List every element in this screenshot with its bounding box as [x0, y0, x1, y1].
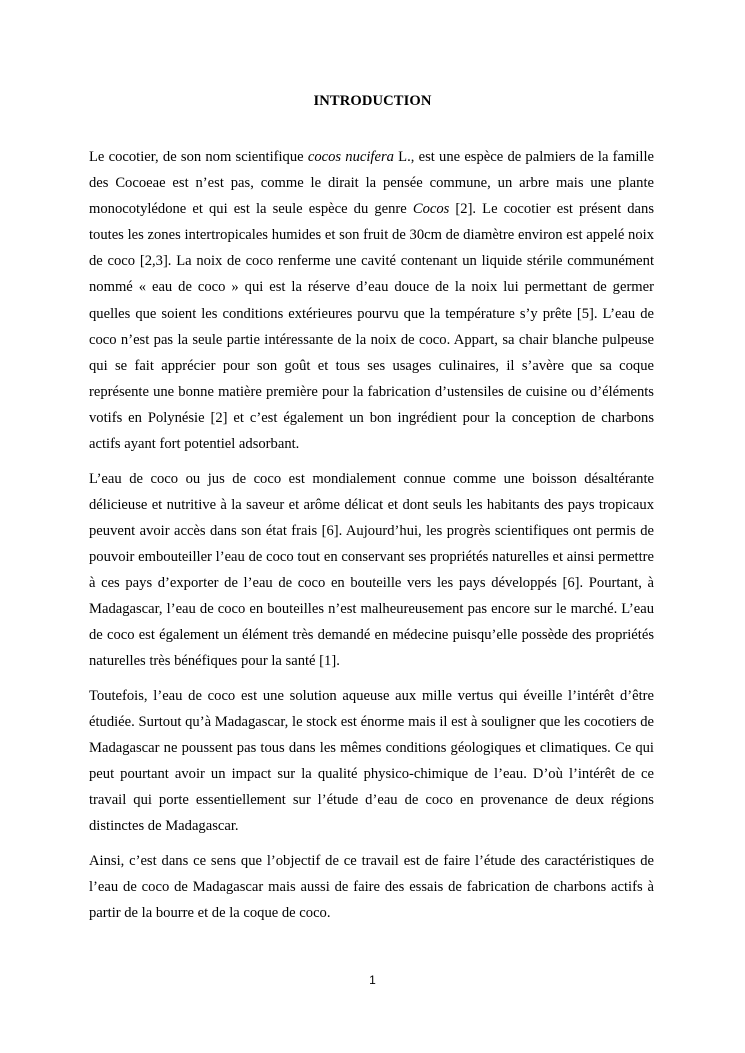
paragraph-1-italic-species: cocos nucifera [307, 149, 394, 165]
paragraph-1-segment: L., est une espèce de palmiers de la famille des Cocoeae est n’est pas, comme le dirait la pensée commune, un arbre mais une plante monocotylédone et qui est la seule espèce du genre [89, 149, 654, 218]
paragraph-4-segment: Ainsi, c’est dans ce sens que l’objectif de ce travail est de faire l’étude des caractéristiques de l’eau de coco de Madagascar mais aussi de faire des essais de fabrication de charbons actifs à partir de la bourre et de la coque de coco. [89, 852, 654, 921]
paragraph-1 [89, 144, 654, 457]
introduction-body [89, 144, 654, 934]
paragraph-1-italic-genus: Cocos [412, 201, 450, 218]
paragraph-1-segment: Le cocotier, de son nom scientifique [89, 149, 308, 165]
page-title: INTRODUCTION [313, 93, 432, 109]
page-number: 1 [369, 973, 376, 987]
paragraph-2-segment: L’eau de coco ou jus de coco est mondialement connue comme une boisson désaltérante délicieuse et nutritive à la saveur et arôme délicat et dont seuls les habitants des pays tropicaux peuvent avoir accès dans son état frais [6]. Aujourd’hui, les progrès scientifiques ont permis de pouvoir embouteiller l’eau de coco tout en conservant ses propriétés naturelles et ainsi permettre à ces pays d’exporter de l’eau de coco en bouteille vers les pays développés [6]. Pourtant, à Madagascar, l’eau de coco en bouteilles n’est malheureusement pas encore sur le marché. L’eau de coco est également un élément très demandé en médecine puisqu’elle possède des propriétés naturelles très bénéfiques pour la santé [1]. [89, 470, 654, 670]
paragraph-4 [89, 848, 654, 926]
paragraph-1-segment: [2]. Le cocotier est présent dans toutes les zones intertropicales humides et son fruit de 30cm de diamètre environ est appelé noix de coco [2,3]. La noix de coco renferme une cavité contenant un liquide stérile communément nommé « eau de coco » qui est la réserve d’eau douce de la noix lui permettant de germer quelles que soient les conditions extérieures pourvu que la température s’y prête [5]. L’eau de coco n’est pas la seule partie intéressante de la noix de coco. Appart, sa chair blanche pulpeuse qui se fait apprécier pour son goût et tous ses usages culinaires, il s’avère que sa coque représente une bonne matière première pour la fabrication d’ustensiles de cuisine ou d’éléments votifs en Polynésie [2] et c’est également un bon ingrédient pour la conception de charbons actifs ayant fort potentiel adsorbant. [89, 201, 654, 453]
paragraph-3 [89, 683, 654, 840]
paragraph-3-segment: Toutefois, l’eau de coco est une solution aqueuse aux mille vertus qui éveille l’intérêt d’être étudiée. Surtout qu’à Madagascar, le stock est énorme mais il est à souligner que les cocotiers de Madagascar ne poussent pas tous dans les mêmes conditions géologiques et climatiques. Ce qui peut pourtant avoir un impact sur la qualité physico-chimique de l’eau. D’où l’intérêt de ce travail qui porte essentiellement sur l’étude d’eau de coco en provenance de deux régions distinctes de Madagascar. [89, 687, 654, 835]
paragraph-2 [89, 466, 654, 675]
